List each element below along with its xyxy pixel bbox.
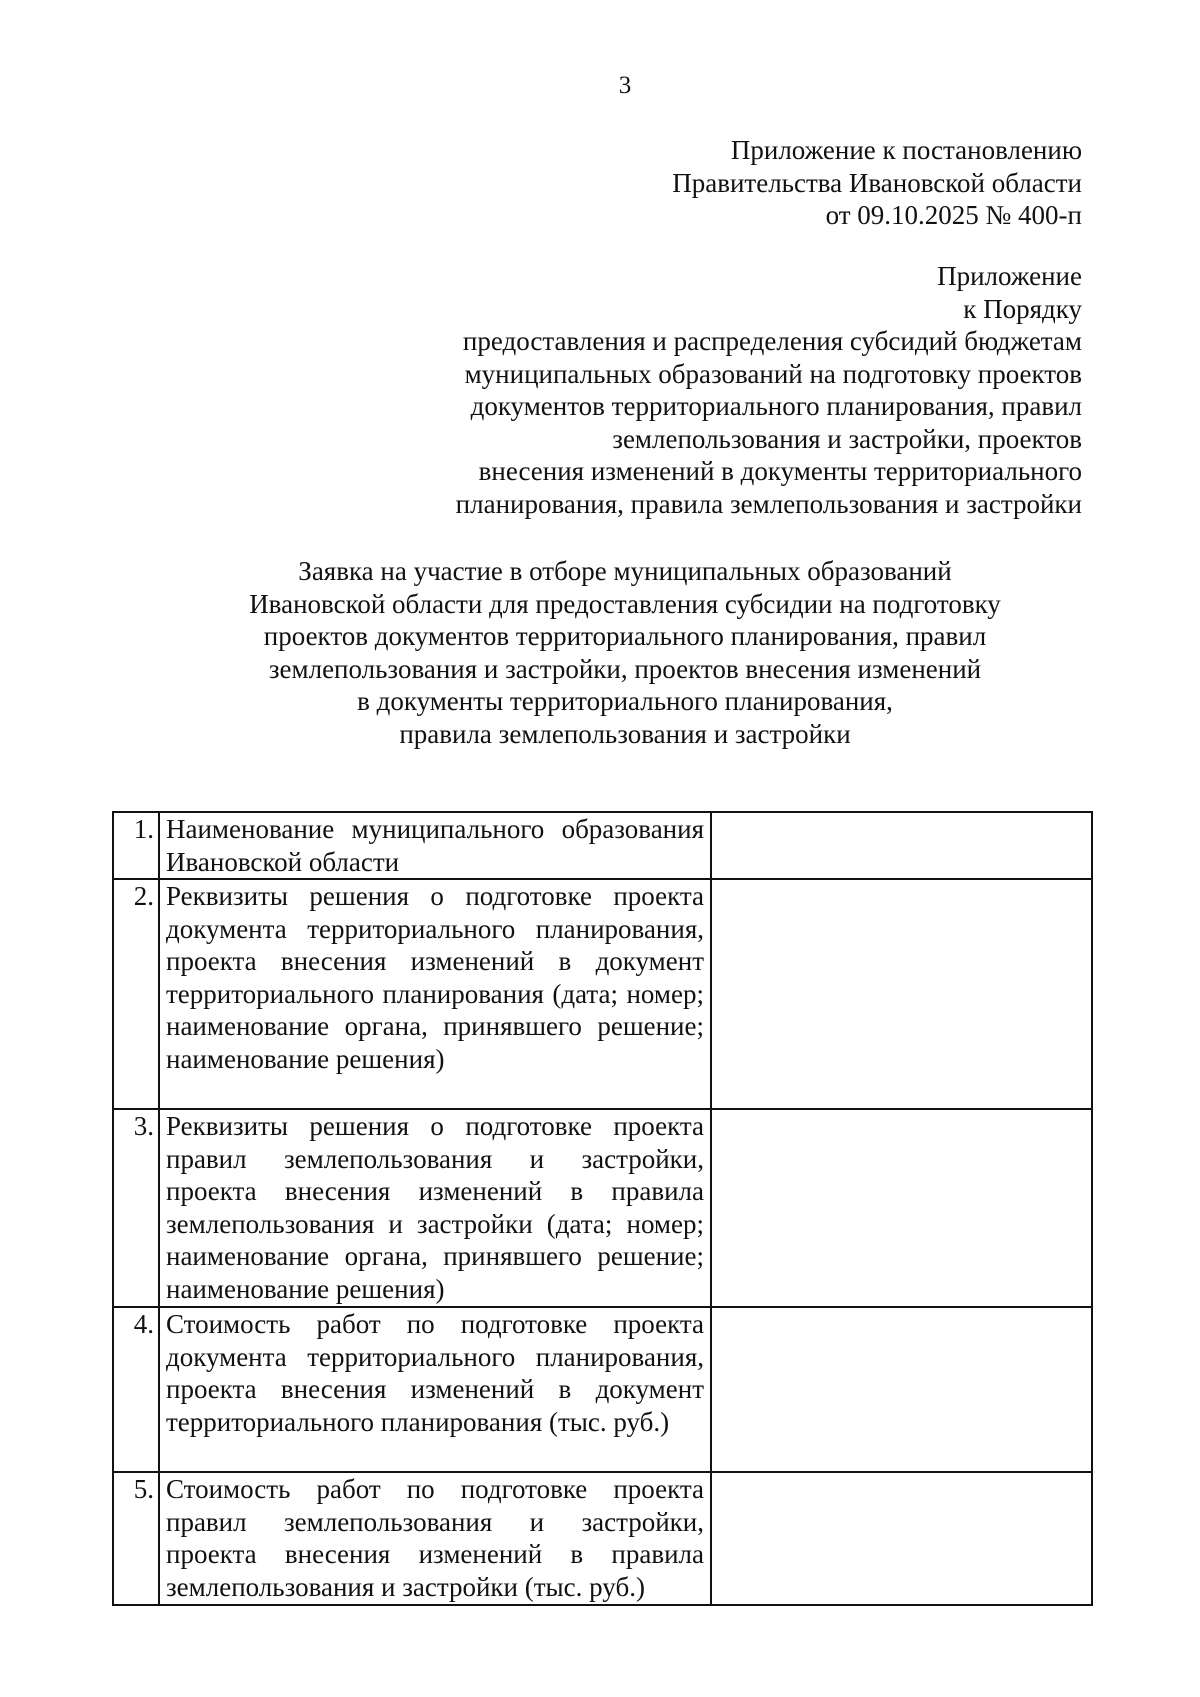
title-line: в документы территориального планирования, <box>357 686 893 716</box>
application-table <box>112 811 1093 1606</box>
appendix-line: предоставления и распределения субсидий бюджетам <box>462 326 1082 356</box>
table-row <box>113 812 1092 879</box>
title-line: Заявка на участие в отборе муниципальных образований <box>298 556 952 586</box>
title-line: правила землепользования и застройки <box>399 718 851 749</box>
row-value-field[interactable] <box>711 879 1092 1109</box>
approval-header <box>672 134 1082 232</box>
table-row <box>113 879 1092 1109</box>
title-line: проектов документов территориального планирования, правил <box>263 621 987 651</box>
appendix-line: муниципальных образований на подготовку проектов <box>464 358 1082 389</box>
appendix-line: планирования, правила землепользования и застройки <box>455 488 1082 519</box>
row-value-field[interactable] <box>711 1109 1092 1307</box>
row-number: 5. <box>113 1472 159 1605</box>
page-number: 3 <box>618 72 632 99</box>
row-label: Реквизиты решения о подготовке проекта правил землепользования и застройки, проекта внесения изменений в правила землепользования и застройки (дата; номер; наименование органа, принявшего решение; наименование решения) <box>159 1109 711 1307</box>
row-value-field[interactable] <box>711 812 1092 879</box>
row-number: 3. <box>113 1109 159 1307</box>
document-title <box>0 555 1200 750</box>
appendix-line: внесения изменений в документы территориального <box>478 456 1082 486</box>
row-number: 1. <box>113 812 159 879</box>
row-label: Стоимость работ по подготовке проекта правил землепользования и застройки, проекта внесения изменений в правила землепользования и застройки (тыс. руб.) <box>159 1472 711 1605</box>
row-label: Наименование муниципального образования Ивановской области <box>159 812 711 879</box>
approval-line: Правительства Ивановской области <box>672 167 1082 198</box>
appendix-line: Приложение <box>937 261 1082 291</box>
row-value-field[interactable] <box>711 1307 1092 1472</box>
appendix-line: землепользования и застройки, проектов <box>612 423 1082 454</box>
approval-line: от 09.10.2025 № 400-п <box>825 200 1082 230</box>
table-row <box>113 1307 1092 1472</box>
approval-line: Приложение к постановлению <box>730 135 1082 165</box>
title-line: землепользования и застройки, проектов внесения изменений <box>268 653 982 684</box>
row-label: Стоимость работ по подготовке проекта документа территориального планирования, проекта внесения изменений в документ территориального планирования (тыс. руб.) <box>159 1307 711 1472</box>
table-row <box>113 1109 1092 1307</box>
row-number: 2. <box>113 879 159 1109</box>
row-label: Реквизиты решения о подготовке проекта документа территориального планирования, проекта внесения изменений в документ территориального планирования (дата; номер; наименование органа, принявшего решение; наименование решения) <box>159 879 711 1109</box>
appendix-line: к Порядку <box>963 293 1082 324</box>
appendix-header <box>456 260 1082 520</box>
row-value-field[interactable] <box>711 1472 1092 1605</box>
row-number: 4. <box>113 1307 159 1472</box>
appendix-line: документов территориального планирования, правил <box>470 391 1082 421</box>
title-line: Ивановской области для предоставления субсидии на подготовку <box>249 588 1001 619</box>
table-row <box>113 1472 1092 1605</box>
